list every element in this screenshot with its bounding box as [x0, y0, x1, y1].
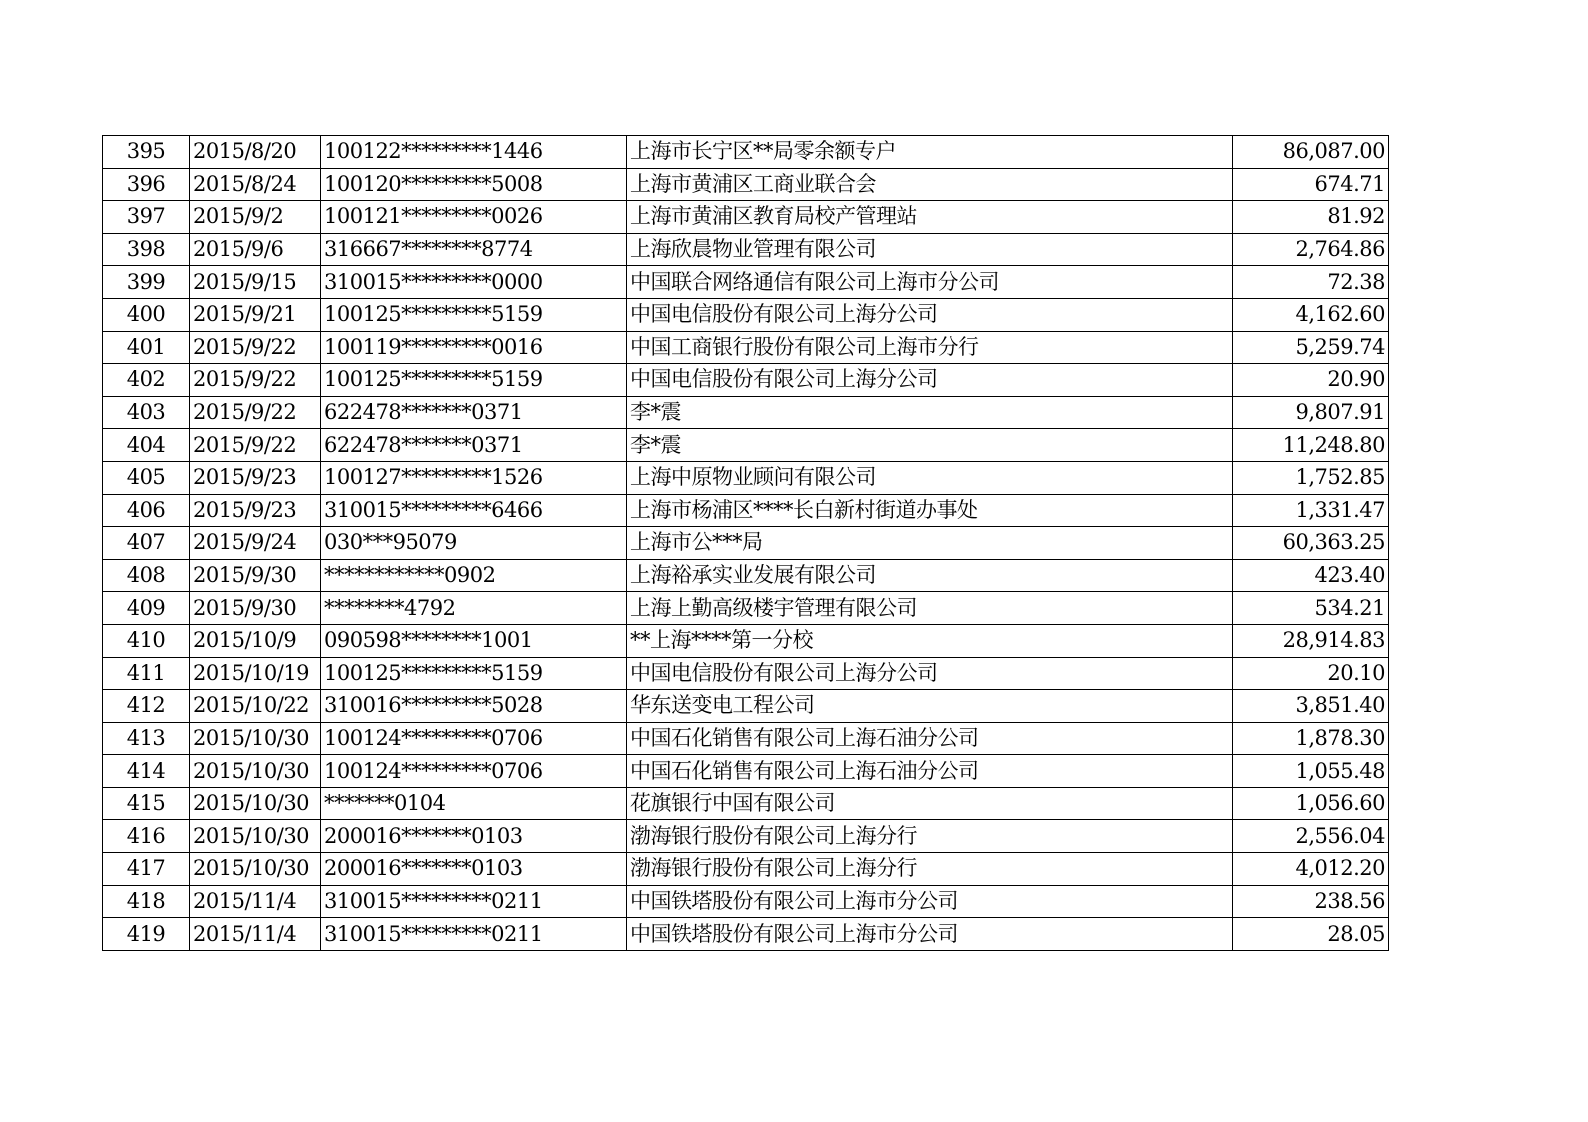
date-cell: 2015/10/30	[190, 853, 321, 886]
row-number-cell: 396	[103, 168, 190, 201]
account-number-cell: 100125*********5159	[321, 364, 627, 397]
table-row	[103, 233, 1389, 266]
payee-name-cell: 中国电信股份有限公司上海分公司	[627, 364, 1233, 397]
row-number-cell: 397	[103, 201, 190, 234]
amount-cell: 1,056.60	[1233, 787, 1389, 820]
date-cell: 2015/9/30	[190, 592, 321, 625]
amount-cell: 4,012.20	[1233, 853, 1389, 886]
row-number-cell: 403	[103, 396, 190, 429]
amount-cell: 1,055.48	[1233, 755, 1389, 788]
date-cell: 2015/9/2	[190, 201, 321, 234]
table-row	[103, 885, 1389, 918]
table-row	[103, 624, 1389, 657]
payee-name-cell: 上海上勤高级楼宇管理有限公司	[627, 592, 1233, 625]
account-number-cell: 200016*******0103	[321, 853, 627, 886]
payee-name-cell: 上海市黄浦区教育局校产管理站	[627, 201, 1233, 234]
amount-cell: 2,764.86	[1233, 233, 1389, 266]
date-cell: 2015/10/22	[190, 690, 321, 723]
payee-name-cell: 中国石化销售有限公司上海石油分公司	[627, 755, 1233, 788]
account-number-cell: ************0902	[321, 559, 627, 592]
date-cell: 2015/9/22	[190, 331, 321, 364]
account-number-cell: 030***95079	[321, 527, 627, 560]
amount-cell: 20.10	[1233, 657, 1389, 690]
payee-name-cell: 中国电信股份有限公司上海分公司	[627, 657, 1233, 690]
row-number-cell: 405	[103, 461, 190, 494]
date-cell: 2015/9/30	[190, 559, 321, 592]
payee-name-cell: 上海裕承实业发展有限公司	[627, 559, 1233, 592]
row-number-cell: 407	[103, 527, 190, 560]
row-number-cell: 402	[103, 364, 190, 397]
account-number-cell: 100127*********1526	[321, 461, 627, 494]
date-cell: 2015/11/4	[190, 918, 321, 951]
table-row	[103, 592, 1389, 625]
row-number-cell: 410	[103, 624, 190, 657]
amount-cell: 534.21	[1233, 592, 1389, 625]
date-cell: 2015/10/19	[190, 657, 321, 690]
amount-cell: 28.05	[1233, 918, 1389, 951]
table-row	[103, 429, 1389, 462]
amount-cell: 20.90	[1233, 364, 1389, 397]
account-number-cell: 100125*********5159	[321, 657, 627, 690]
row-number-cell: 415	[103, 787, 190, 820]
date-cell: 2015/11/4	[190, 885, 321, 918]
account-number-cell: 100125*********5159	[321, 298, 627, 331]
row-number-cell: 413	[103, 722, 190, 755]
date-cell: 2015/8/20	[190, 136, 321, 169]
table-row	[103, 201, 1389, 234]
account-number-cell: 310015*********0211	[321, 885, 627, 918]
table-row	[103, 461, 1389, 494]
row-number-cell: 401	[103, 331, 190, 364]
row-number-cell: 418	[103, 885, 190, 918]
account-number-cell: 100121*********0026	[321, 201, 627, 234]
amount-cell: 60,363.25	[1233, 527, 1389, 560]
table-row	[103, 820, 1389, 853]
payee-name-cell: 李*震	[627, 429, 1233, 462]
table-row	[103, 559, 1389, 592]
date-cell: 2015/9/22	[190, 429, 321, 462]
row-number-cell: 417	[103, 853, 190, 886]
date-cell: 2015/9/23	[190, 461, 321, 494]
date-cell: 2015/10/30	[190, 722, 321, 755]
row-number-cell: 399	[103, 266, 190, 299]
row-number-cell: 419	[103, 918, 190, 951]
payee-name-cell: 上海中原物业顾问有限公司	[627, 461, 1233, 494]
payee-name-cell: 中国工商银行股份有限公司上海市分行	[627, 331, 1233, 364]
payee-name-cell: 上海欣晨物业管理有限公司	[627, 233, 1233, 266]
ledger-body	[103, 136, 1389, 951]
row-number-cell: 398	[103, 233, 190, 266]
row-number-cell: 409	[103, 592, 190, 625]
table-row	[103, 168, 1389, 201]
date-cell: 2015/9/21	[190, 298, 321, 331]
payee-name-cell: 渤海银行股份有限公司上海分行	[627, 853, 1233, 886]
date-cell: 2015/10/30	[190, 820, 321, 853]
row-number-cell: 400	[103, 298, 190, 331]
account-number-cell: 316667********8774	[321, 233, 627, 266]
table-row	[103, 136, 1389, 169]
payee-name-cell: 中国铁塔股份有限公司上海市分公司	[627, 885, 1233, 918]
amount-cell: 11,248.80	[1233, 429, 1389, 462]
payee-name-cell: 李*震	[627, 396, 1233, 429]
amount-cell: 81.92	[1233, 201, 1389, 234]
row-number-cell: 412	[103, 690, 190, 723]
row-number-cell: 414	[103, 755, 190, 788]
payee-name-cell: 渤海银行股份有限公司上海分行	[627, 820, 1233, 853]
amount-cell: 1,752.85	[1233, 461, 1389, 494]
payee-name-cell: 上海市公***局	[627, 527, 1233, 560]
account-number-cell: 100124*********0706	[321, 722, 627, 755]
table-row	[103, 298, 1389, 331]
amount-cell: 1,331.47	[1233, 494, 1389, 527]
account-number-cell: 200016*******0103	[321, 820, 627, 853]
amount-cell: 9,807.91	[1233, 396, 1389, 429]
table-row	[103, 918, 1389, 951]
table-row	[103, 722, 1389, 755]
payee-name-cell: 中国石化销售有限公司上海石油分公司	[627, 722, 1233, 755]
amount-cell: 238.56	[1233, 885, 1389, 918]
payee-name-cell: 上海市黄浦区工商业联合会	[627, 168, 1233, 201]
row-number-cell: 411	[103, 657, 190, 690]
amount-cell: 2,556.04	[1233, 820, 1389, 853]
date-cell: 2015/9/23	[190, 494, 321, 527]
date-cell: 2015/9/15	[190, 266, 321, 299]
account-number-cell: 622478*******0371	[321, 396, 627, 429]
date-cell: 2015/10/9	[190, 624, 321, 657]
table-row	[103, 266, 1389, 299]
date-cell: 2015/9/22	[190, 396, 321, 429]
payee-name-cell: 中国联合网络通信有限公司上海市分公司	[627, 266, 1233, 299]
row-number-cell: 408	[103, 559, 190, 592]
amount-cell: 5,259.74	[1233, 331, 1389, 364]
account-number-cell: 100122*********1446	[321, 136, 627, 169]
date-cell: 2015/9/22	[190, 364, 321, 397]
date-cell: 2015/10/30	[190, 755, 321, 788]
table-row	[103, 787, 1389, 820]
row-number-cell: 404	[103, 429, 190, 462]
row-number-cell: 395	[103, 136, 190, 169]
payee-name-cell: 上海市杨浦区****长白新村街道办事处	[627, 494, 1233, 527]
account-number-cell: *******0104	[321, 787, 627, 820]
table-row	[103, 364, 1389, 397]
account-number-cell: 310016*********5028	[321, 690, 627, 723]
ledger-table	[102, 135, 1389, 951]
row-number-cell: 416	[103, 820, 190, 853]
table-row	[103, 690, 1389, 723]
account-number-cell: 310015*********0211	[321, 918, 627, 951]
date-cell: 2015/10/30	[190, 787, 321, 820]
date-cell: 2015/8/24	[190, 168, 321, 201]
payee-name-cell: 上海市长宁区**局零余额专户	[627, 136, 1233, 169]
payee-name-cell: 花旗银行中国有限公司	[627, 787, 1233, 820]
payee-name-cell: 中国铁塔股份有限公司上海市分公司	[627, 918, 1233, 951]
account-number-cell: ********4792	[321, 592, 627, 625]
date-cell: 2015/9/24	[190, 527, 321, 560]
amount-cell: 423.40	[1233, 559, 1389, 592]
amount-cell: 28,914.83	[1233, 624, 1389, 657]
table-row	[103, 331, 1389, 364]
account-number-cell: 100124*********0706	[321, 755, 627, 788]
amount-cell: 3,851.40	[1233, 690, 1389, 723]
payee-name-cell: 中国电信股份有限公司上海分公司	[627, 298, 1233, 331]
account-number-cell: 100119*********0016	[321, 331, 627, 364]
account-number-cell: 310015*********0000	[321, 266, 627, 299]
account-number-cell: 100120*********5008	[321, 168, 627, 201]
payee-name-cell: **上海****第一分校	[627, 624, 1233, 657]
account-number-cell: 622478*******0371	[321, 429, 627, 462]
table-row	[103, 527, 1389, 560]
amount-cell: 86,087.00	[1233, 136, 1389, 169]
table-row	[103, 396, 1389, 429]
date-cell: 2015/9/6	[190, 233, 321, 266]
account-number-cell: 310015*********6466	[321, 494, 627, 527]
table-row	[103, 853, 1389, 886]
table-row	[103, 494, 1389, 527]
table-row	[103, 755, 1389, 788]
amount-cell: 1,878.30	[1233, 722, 1389, 755]
amount-cell: 4,162.60	[1233, 298, 1389, 331]
account-number-cell: 090598********1001	[321, 624, 627, 657]
amount-cell: 72.38	[1233, 266, 1389, 299]
amount-cell: 674.71	[1233, 168, 1389, 201]
table-row	[103, 657, 1389, 690]
payee-name-cell: 华东送变电工程公司	[627, 690, 1233, 723]
row-number-cell: 406	[103, 494, 190, 527]
